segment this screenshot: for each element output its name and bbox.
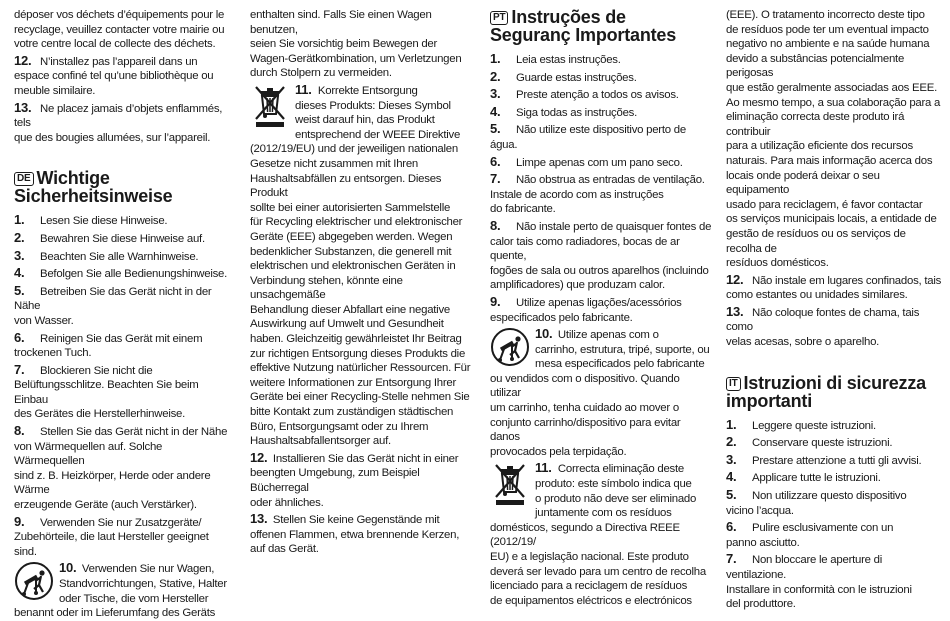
text-line: Büro, Entsorgungsamt oder zu Ihrem	[250, 420, 429, 433]
item-number: 12.	[726, 271, 744, 287]
pt-item-9	[490, 295, 712, 325]
item-number: 13.	[14, 99, 32, 115]
fr-intro-line: recyclage, veuillez contacter votre mairie ou	[14, 23, 225, 36]
pt-item-13	[726, 305, 942, 350]
item-text: weist darauf hin, das Produkt	[295, 114, 435, 127]
item-text: offenen Flammen, etwa brennende Kerzen,	[250, 528, 460, 541]
de-item-12	[250, 451, 472, 510]
item-text: beengten Umgebung, zum Beispiel Bücherregal	[250, 467, 420, 494]
item-number: 12.	[250, 449, 268, 465]
text-line: Geräte bei einer Recycling-Stelle nehmen Sie	[250, 391, 470, 404]
column-4	[726, 8, 942, 614]
item-text: Não instale perto de quaisquer fontes de	[516, 220, 712, 233]
item-text: fogões de sala ou outros aparelhos (incluindo	[490, 264, 709, 277]
item-text: vicino l’acqua.	[726, 504, 794, 517]
item-text: provocados pela terpidação.	[490, 445, 627, 458]
de-item-8	[14, 424, 232, 513]
item-text: Verwenden Sie nur Zusatzgeräte/	[40, 516, 202, 529]
item-text: Beachten Sie alle Warnhinweise.	[40, 250, 199, 263]
text-line: Geräte (EEE) abgegeben werden. Wegen	[250, 230, 453, 243]
item-text: um carrinho, tenha cuidado ao mover o	[490, 402, 679, 415]
language-badge-pt: PT	[490, 11, 508, 25]
item-number: 11.	[295, 81, 312, 97]
item-text: Instale de acordo com as instruções	[490, 188, 664, 201]
it-item-4	[726, 470, 942, 486]
item-text: espace confiné tel qu’une bibliothèque ou	[14, 70, 214, 83]
item-text: Não utilize este dispositivo perto de água.	[490, 124, 686, 151]
item-text: von Wasser.	[14, 314, 74, 327]
pt-item-4	[490, 105, 712, 121]
item-text: sind z. B. Heizkörper, Herde oder andere Wärme	[14, 469, 211, 497]
item-number: 1.	[14, 212, 25, 228]
item-number: 2.	[726, 434, 737, 450]
text-line: bitte Kontakt zum zuständigen städtischen	[250, 406, 454, 419]
text-line: locais onde poderá deixar o seu equipamento	[726, 169, 880, 197]
pt-item-10	[490, 327, 712, 459]
item-text: domésticos, segundo a Directiva REEE (2012/19/	[490, 521, 680, 549]
item-text: o produto não deve ser eliminado	[535, 492, 697, 505]
item-text: Belüftungsschlitze. Beachten Sie beim Einbau	[14, 379, 199, 406]
column-2	[250, 8, 472, 559]
item-text: oder Tische, die vom Hersteller	[59, 592, 209, 605]
item-number: 6.	[726, 519, 737, 535]
fr-item-12	[14, 54, 232, 99]
text-line: für Recycling elektrischer und elektronischer	[250, 216, 463, 229]
text-line: weitere Informationen zur Entsorgung Ihrer	[250, 376, 457, 389]
text-line: que estão geralmente associadas aos EEE.	[726, 81, 937, 94]
cart-tipover-warning-icon	[490, 327, 530, 367]
item-text: Befolgen Sie alle Bedienungshinweise.	[40, 268, 228, 281]
weee-crossed-bin-icon	[490, 461, 530, 505]
item-text: Non utilizzare questo dispositivo	[752, 490, 907, 503]
item-text: de equipamentos eléctricos e electrónicos	[490, 594, 692, 607]
item-number: 8.	[14, 423, 25, 439]
section-title-line: Wichtige	[36, 168, 110, 189]
item-number: 6.	[14, 329, 25, 345]
item-text: amplificadores) que produzam calor.	[490, 279, 665, 292]
item-number: 10.	[535, 326, 553, 342]
text-line: para a utilização eficiente dos recursos	[726, 140, 913, 153]
item-text: deverá ser levado para um centro de recolha	[490, 565, 706, 578]
text-line: Haushaltsabfällen zu entsorgen. Dieses Produkt	[250, 172, 442, 200]
text-line: Verbindung stehen, könnte eine unsachgemäße	[250, 274, 403, 302]
language-badge-it: IT	[726, 377, 741, 391]
section-title-line: Instruções de	[511, 7, 626, 27]
item-text: Guarde estas instruções.	[516, 71, 637, 84]
text-line: enthalten sind. Falls Sie einen Wagen benutzen,	[250, 9, 432, 36]
item-number: 3.	[726, 451, 737, 467]
text-line: Auswirkung auf Umwelt und Gesundheit	[250, 318, 444, 331]
item-number: 3.	[490, 86, 501, 102]
cart-tipover-warning-icon	[14, 561, 54, 601]
text-line: haben. Gleichzeitig gewährleistet Ihr Beitrag	[250, 333, 462, 346]
pt-item-6	[490, 155, 712, 171]
item-text: que des bougies allumées, sur l’appareil.	[14, 131, 211, 144]
item-text: Betreiben Sie das Gerät nicht in der Nähe	[14, 285, 212, 313]
item-text: von Wärmequellen auf. Solche Wärmequellen	[14, 440, 163, 468]
item-text: Limpe apenas com um pano seco.	[516, 156, 683, 169]
text-line: durch Stolpern zu vermeiden.	[250, 67, 392, 80]
text-line: naturais. Para mais informação acerca dos	[726, 154, 933, 167]
text-line: zur richtigen Entsorgung dieses Produkts die	[250, 347, 466, 360]
section-title-line: importanti	[726, 390, 812, 411]
item-number: 1.	[726, 416, 737, 432]
item-text: Stellen Sie keine Gegenstände mit	[272, 514, 440, 527]
item-text: carrinho, estrutura, tripé, suporte, ou	[535, 343, 710, 356]
text-line: os serviços municipais locais, a entidade de	[726, 213, 937, 226]
item-text: especificados pelo fabricante.	[490, 311, 633, 324]
text-line: sollte bei einer autorisierten Sammelstelle	[250, 201, 451, 214]
item-text: Reinigen Sie das Gerät mit einem	[40, 332, 203, 345]
item-number: 5.	[490, 121, 501, 137]
item-number: 12.	[14, 52, 32, 68]
text-line: devido a substâncias potencialmente perigosas	[726, 52, 905, 80]
item-text: Bewahren Sie diese Hinweise auf.	[40, 232, 205, 245]
item-number: 10.	[59, 560, 77, 576]
item-number: 9.	[14, 513, 25, 529]
item-text: Zubehörteile, die laut Hersteller geeignet sind.	[14, 531, 209, 558]
text-line: (EEE). O tratamento incorrecto deste tipo	[726, 9, 925, 21]
fr-item-13	[14, 101, 232, 146]
text-line: elektrischen und elektronischen Geräten in	[250, 260, 456, 273]
pt-item-1	[490, 52, 712, 68]
item-number: 2.	[490, 68, 501, 84]
language-badge-de: DE	[14, 172, 34, 186]
item-text: Pulire esclusivamente con un	[752, 522, 894, 535]
pt-item-2	[490, 70, 712, 86]
de-item-13	[250, 512, 472, 557]
item-text: licenciado para a reciclagem de resíduos	[490, 580, 688, 593]
text-line: bedenklicher Substanzen, die generell mit	[250, 245, 452, 258]
de-item-4	[14, 266, 232, 282]
pt-item-8	[490, 219, 712, 293]
item-text: Prestare attenzione a tutti gli avvisi.	[752, 454, 922, 467]
it-item-5	[726, 488, 942, 518]
item-text: Leggere queste istruzioni.	[752, 419, 876, 432]
section-title-line: Seguranç Importantes	[490, 25, 677, 45]
item-text: Stellen Sie das Gerät nicht in der Nähe	[40, 426, 228, 439]
item-number: 4.	[726, 469, 737, 485]
de-item-7	[14, 363, 232, 422]
de-section-title	[14, 169, 232, 205]
text-line: Haushaltsabfallentsorger auf.	[250, 435, 391, 448]
de-item-11-body	[250, 142, 472, 448]
item-number: 5.	[14, 282, 25, 298]
de-item-9	[14, 515, 232, 560]
it-section-title	[726, 374, 942, 410]
item-text: EU) e a legislação nacional. Este produto	[490, 551, 689, 563]
it-item-2	[726, 435, 942, 451]
item-text: Não coloque fontes de chama, tais como	[726, 306, 920, 334]
de-item-2	[14, 231, 232, 247]
weee-crossed-bin-icon	[250, 83, 290, 127]
it-item-6	[726, 520, 942, 550]
text-line: Ao mesmo tempo, a sua colaboração para a	[726, 96, 941, 109]
item-text: Applicare tutte le istruzioni.	[752, 472, 881, 485]
item-number: 9.	[490, 293, 501, 309]
text-line: negativo no ambiente e na saúde humana	[726, 38, 930, 51]
item-text: Utilize apenas ligações/acessórios	[516, 296, 682, 309]
pt-items-list	[490, 52, 712, 170]
text-line: Behandlung dieser Abfallart eine negative	[250, 303, 450, 316]
fr-intro-line: déposer vos déchets d’équipements pour le	[14, 9, 225, 21]
item-text: Standvorrichtungen, Stative, Halter	[59, 578, 227, 590]
item-text: Siga todas as instruções.	[516, 106, 638, 119]
item-text: Não obstrua as entradas de ventilação.	[516, 174, 705, 187]
text-line: resíduos domésticos.	[726, 257, 829, 270]
item-text: entsprechend der WEEE Direktive	[295, 128, 461, 141]
item-number: 4.	[490, 103, 501, 119]
item-number: 7.	[14, 361, 25, 377]
item-text: Conservare queste istruzioni.	[752, 437, 893, 450]
item-text: Correcta eliminação deste	[557, 463, 684, 476]
de-item-11	[250, 83, 472, 449]
item-text: oder ähnliches.	[250, 496, 324, 509]
de-item-10	[14, 561, 232, 620]
item-text: mesa especificados pelo fabricante	[535, 358, 705, 371]
item-number: 2.	[14, 229, 25, 245]
section-title-line: Istruzioni di sicurezza	[743, 372, 926, 393]
item-text: Installare in conformità con le istruzioni	[726, 583, 912, 596]
text-line: Gesetze nicht zusammen mit Ihren	[250, 157, 418, 170]
column-3	[490, 8, 712, 608]
it-item-1	[726, 418, 942, 434]
text-line: gestão de resíduos ou os serviços de recolha de	[726, 227, 906, 255]
fr-intro-line: votre centre local de collecte des déchets.	[14, 38, 216, 51]
item-number: 5.	[726, 487, 737, 503]
text-line: eliminação correcta deste produto irá contribuir	[726, 111, 905, 138]
item-text: Não instale em lugares confinados, tais	[752, 274, 942, 287]
text-line: seien Sie vorsichtig beim Bewegen der	[250, 38, 438, 51]
de-item-5	[14, 284, 232, 329]
item-text: dieses Produkts: Dieses Symbol	[295, 99, 451, 112]
item-text: Ne placez jamais d’objets enflammés, tels	[14, 102, 223, 130]
item-text: Blockieren Sie nicht die	[40, 364, 153, 377]
pt-item-11-continued	[726, 8, 942, 271]
item-number: 3.	[14, 247, 25, 263]
it-item-7	[726, 552, 942, 611]
item-text: Korrekte Entsorgung	[317, 84, 418, 97]
pt-item-11	[490, 461, 712, 608]
item-text: del produttore.	[726, 598, 796, 611]
item-text: juntamente com os resíduos	[535, 507, 672, 520]
pt-item-12	[726, 273, 942, 303]
section-title-line: Sicherheitsinweise	[14, 186, 173, 207]
item-number: 4.	[14, 265, 25, 281]
item-number: 6.	[490, 153, 501, 169]
text-line: usado para reciclagem, é favor contactar	[726, 198, 923, 211]
text-line: de resíduos pode ter um eventual impacto	[726, 23, 929, 36]
item-text: Verwenden Sie nur Wagen,	[81, 563, 215, 576]
item-number: 13.	[250, 511, 268, 527]
item-text: conjunto carrinho/dispositivo para evitar danos	[490, 416, 681, 444]
pt-item-5	[490, 122, 712, 152]
item-text: Utilize apenas com o	[557, 329, 659, 342]
item-text: como estantes ou unidades similares.	[726, 289, 908, 302]
item-text: benannt oder im Lieferumfang des Geräts	[14, 607, 216, 620]
it-item-3	[726, 453, 942, 469]
item-text: auf das Gerät.	[250, 543, 319, 556]
item-text: Installieren Sie das Gerät nicht in einer	[272, 452, 459, 465]
item-text: velas acesas, sobre o aparelho.	[726, 336, 880, 349]
item-number: 7.	[726, 551, 737, 567]
item-text: N’installez pas l’appareil dans un	[40, 55, 198, 68]
item-text: ou vendidos com o dispositivo. Quando utilizar	[490, 372, 680, 400]
item-number: 13.	[726, 303, 744, 319]
item-text: Leia estas instruções.	[516, 54, 621, 66]
item-number: 7.	[490, 171, 501, 187]
de-item-3	[14, 249, 232, 265]
item-text: des Gerätes die Herstellerhinweise.	[14, 408, 186, 421]
item-text: panno asciutto.	[726, 536, 800, 549]
de-item-6	[14, 331, 232, 361]
item-text: do fabricante.	[490, 203, 556, 216]
item-text: Non bloccare le aperture di ventilazione.	[726, 554, 883, 581]
item-number: 1.	[490, 51, 501, 66]
pt-item-3	[490, 87, 712, 103]
item-text: produto: este símbolo indica que	[535, 478, 692, 491]
item-text: trockenen Tuch.	[14, 347, 92, 360]
text-line: Wagen-Gerätkombination, um Verletzungen	[250, 52, 462, 65]
item-text: meuble similaire.	[14, 84, 96, 97]
item-text: erzeugende Geräte (auch Verstärker).	[14, 499, 197, 512]
item-text: calor tais como radiadores, bocas de ar quente,	[490, 235, 680, 263]
de-item-1	[14, 213, 232, 229]
text-line: effektive Nutzung natürlicher Ressourcen. Für	[250, 362, 471, 375]
item-number: 11.	[535, 460, 552, 476]
item-text: Lesen Sie diese Hinweise.	[40, 215, 168, 228]
item-number: 8.	[490, 217, 501, 233]
pt-section-title	[490, 8, 712, 44]
item-text: Preste atenção a todos os avisos.	[516, 89, 679, 102]
text-line: (2012/19/EU) und der jeweiligen nationalen	[250, 143, 458, 156]
pt-item-7	[490, 172, 712, 217]
